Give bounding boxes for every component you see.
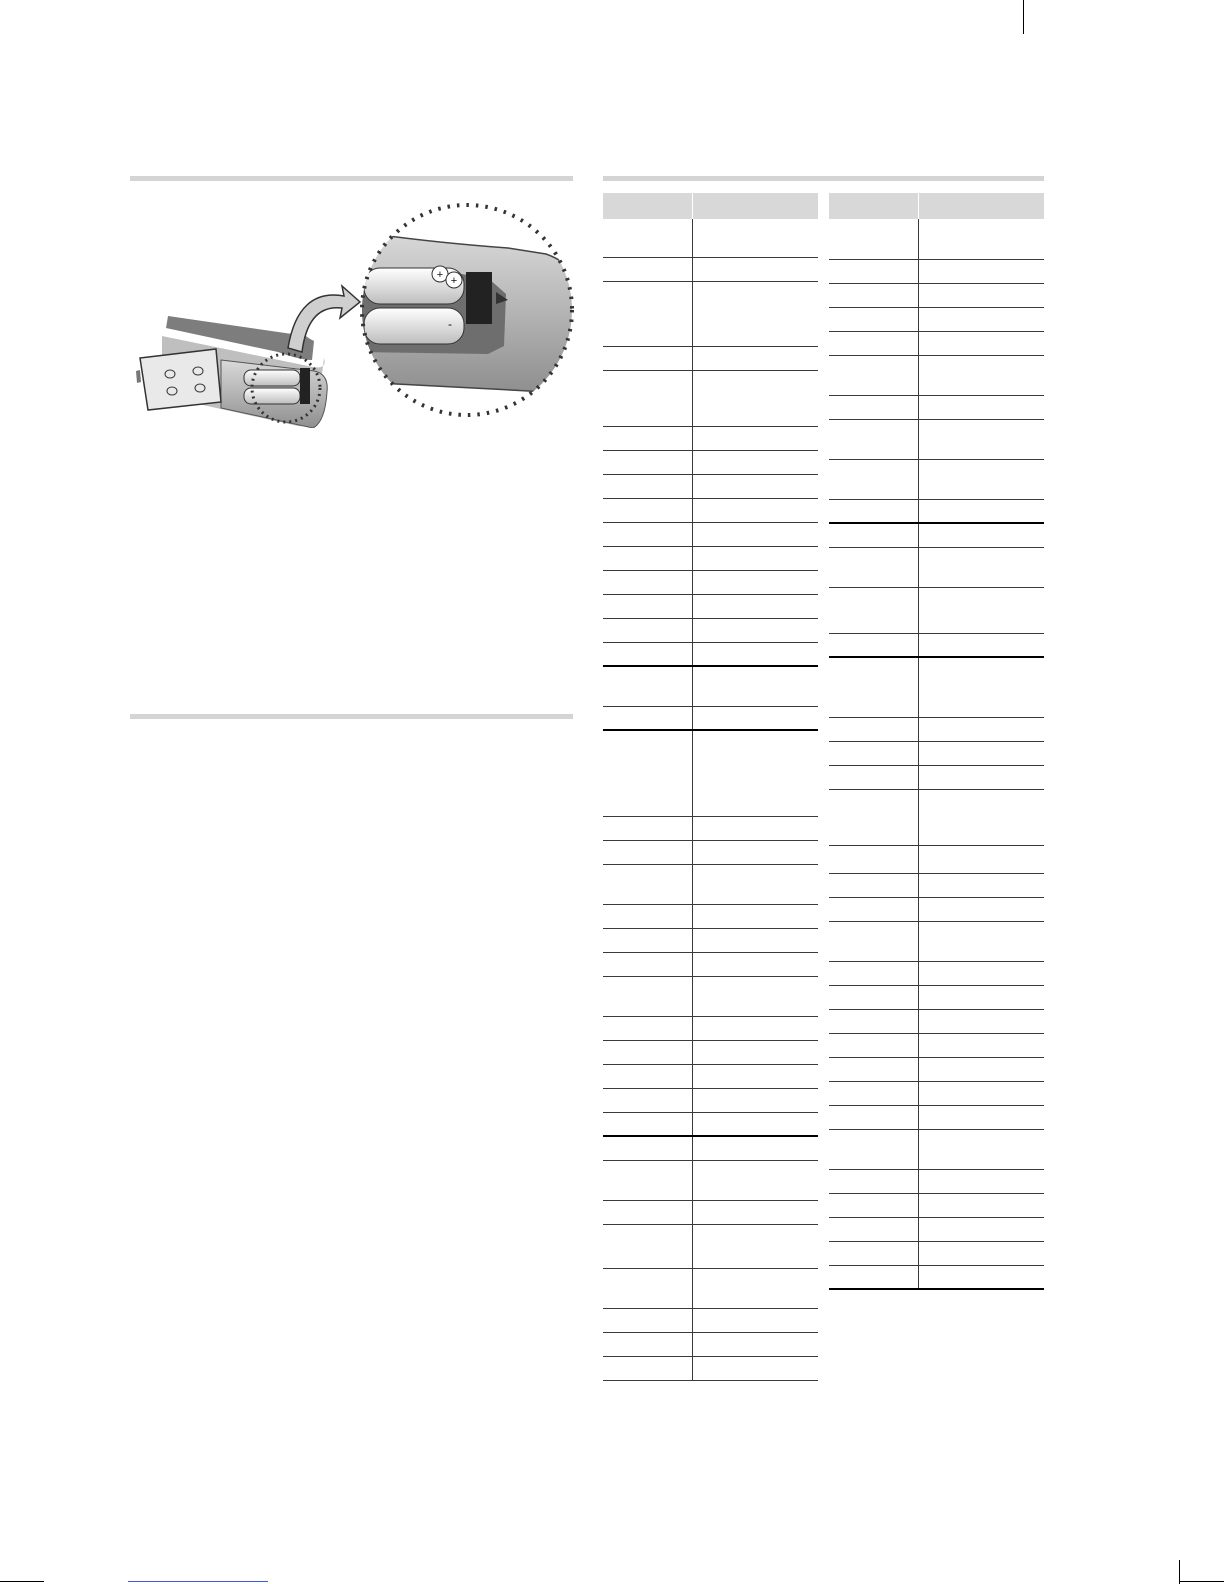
table-row	[829, 1217, 1044, 1241]
table-cell	[603, 257, 692, 281]
polarity-plus-label-2: +	[450, 275, 458, 287]
table-row	[829, 1193, 1044, 1217]
table-row	[603, 1160, 818, 1200]
table-cell	[692, 976, 818, 1016]
table-cell	[603, 1136, 692, 1160]
table-cell	[603, 976, 692, 1016]
table-row	[603, 1136, 818, 1160]
table-row	[829, 395, 1044, 419]
table-cell	[692, 904, 818, 928]
table-row	[603, 976, 818, 1016]
table-cell	[692, 370, 818, 426]
table-cell	[829, 1193, 918, 1217]
table-cell	[692, 1064, 818, 1088]
table-cell	[918, 657, 1044, 717]
table-cell	[918, 419, 1044, 459]
table-row	[603, 1016, 818, 1040]
table-cell	[829, 283, 918, 307]
table-row	[603, 1088, 818, 1112]
table-cell	[692, 219, 818, 257]
table-cell	[603, 1356, 692, 1380]
table-row	[603, 594, 818, 618]
code-table-right	[829, 193, 1044, 1290]
table-header-cell	[918, 193, 1044, 219]
table-cell	[692, 1308, 818, 1332]
table-row	[603, 1200, 818, 1224]
table-cell	[603, 1308, 692, 1332]
table-row	[829, 657, 1044, 717]
table-row	[829, 741, 1044, 765]
battery-cover	[136, 349, 221, 410]
table-row	[829, 961, 1044, 985]
table-cell	[918, 1057, 1044, 1081]
table-row	[603, 642, 818, 666]
table-row	[829, 1033, 1044, 1057]
table-row	[829, 1129, 1044, 1169]
table-row	[603, 346, 818, 370]
table-row	[829, 1169, 1044, 1193]
table-cell	[692, 952, 818, 976]
table-cell	[918, 1009, 1044, 1033]
table-cell	[918, 1169, 1044, 1193]
table-row	[829, 1265, 1044, 1289]
section-rule-lower-left	[130, 714, 573, 719]
table-cell	[692, 1268, 818, 1308]
table-cell	[829, 897, 918, 921]
table-cell	[829, 633, 918, 657]
table-cell	[603, 1064, 692, 1088]
table-row	[603, 370, 818, 426]
table-row	[603, 450, 818, 474]
table-row	[603, 1064, 818, 1088]
table-cell	[692, 1200, 818, 1224]
table-row	[829, 789, 1044, 845]
table-cell	[918, 395, 1044, 419]
table-cell	[692, 864, 818, 904]
table-cell	[603, 546, 692, 570]
table-cell	[603, 1200, 692, 1224]
table-cell	[918, 1265, 1044, 1289]
table-row	[829, 259, 1044, 283]
table-cell	[918, 1105, 1044, 1129]
table-cell	[603, 370, 692, 426]
table-row	[603, 281, 818, 346]
table-row	[603, 426, 818, 450]
table-cell	[603, 498, 692, 522]
table-row	[603, 1308, 818, 1332]
table-cell	[918, 1033, 1044, 1057]
table-cell	[829, 1169, 918, 1193]
table-cell	[918, 1217, 1044, 1241]
table-cell	[918, 765, 1044, 789]
table-cell	[918, 523, 1044, 547]
table-cell	[603, 730, 692, 816]
table-cell	[603, 426, 692, 450]
table-cell	[829, 1105, 918, 1129]
table-cell	[603, 594, 692, 618]
table-cell	[918, 499, 1044, 523]
table-cell	[603, 618, 692, 642]
table-row	[603, 1040, 818, 1064]
table-cell	[692, 522, 818, 546]
table-cell	[829, 459, 918, 499]
table-cell	[603, 816, 692, 840]
table-cell	[603, 522, 692, 546]
table-cell	[603, 281, 692, 346]
table-cell	[829, 1241, 918, 1265]
polarity-minus-label: -	[448, 317, 452, 331]
table-cell	[918, 789, 1044, 845]
table-cell	[829, 219, 918, 259]
table-cell	[918, 741, 1044, 765]
table-row	[603, 1224, 818, 1268]
table-row	[603, 219, 818, 257]
table-row	[829, 985, 1044, 1009]
table-cell	[829, 1217, 918, 1241]
table-header-cell	[692, 193, 818, 219]
table-row	[829, 1009, 1044, 1033]
table-row	[829, 1241, 1044, 1265]
table-cell	[692, 546, 818, 570]
table-cell	[692, 642, 818, 666]
table-cell	[603, 1268, 692, 1308]
table-row	[829, 845, 1044, 873]
table-row	[829, 1081, 1044, 1105]
table-row	[603, 618, 818, 642]
table-row	[603, 1332, 818, 1356]
table-cell	[692, 706, 818, 730]
table-cell	[692, 928, 818, 952]
table-cell	[692, 281, 818, 346]
table-row	[829, 331, 1044, 355]
table-cell	[918, 307, 1044, 331]
table-cell	[603, 1112, 692, 1136]
table-row	[829, 1105, 1044, 1129]
table-cell	[918, 1193, 1044, 1217]
table-cell	[829, 1009, 918, 1033]
table-cell	[829, 259, 918, 283]
polarity-plus-label: +	[436, 269, 444, 281]
table-cell	[918, 985, 1044, 1009]
table-cell	[692, 816, 818, 840]
table-cell	[603, 642, 692, 666]
table-row	[603, 498, 818, 522]
table-row	[829, 419, 1044, 459]
table-cell	[918, 283, 1044, 307]
table-cell	[603, 1224, 692, 1268]
table-cell	[603, 666, 692, 706]
table-cell	[918, 587, 1044, 633]
table-cell	[603, 450, 692, 474]
table-row	[603, 1356, 818, 1380]
table-cell	[603, 1332, 692, 1356]
table-row	[829, 587, 1044, 633]
table-cell	[829, 921, 918, 961]
table-cell	[603, 904, 692, 928]
table-cell	[918, 1241, 1044, 1265]
table-row	[603, 666, 818, 706]
table-cell	[692, 450, 818, 474]
table-row	[829, 1057, 1044, 1081]
table-header-cell	[829, 193, 918, 219]
table-cell	[829, 657, 918, 717]
table-cell	[829, 717, 918, 741]
table-cell	[829, 985, 918, 1009]
table-cell	[692, 498, 818, 522]
table-cell	[603, 570, 692, 594]
table-header-row	[603, 193, 818, 219]
table-cell	[918, 219, 1044, 259]
table-cell	[829, 1057, 918, 1081]
table-cell	[829, 419, 918, 459]
table-row	[603, 706, 818, 730]
table-cell	[829, 355, 918, 395]
table-cell	[829, 523, 918, 547]
table-cell	[692, 618, 818, 642]
table-row	[603, 928, 818, 952]
table-cell	[692, 1356, 818, 1380]
table-cell	[829, 873, 918, 897]
table-row	[603, 840, 818, 864]
table-cell	[692, 1160, 818, 1200]
table-cell	[918, 259, 1044, 283]
table-cell	[692, 1016, 818, 1040]
zoom-arrow-icon	[288, 286, 360, 352]
table-row	[829, 717, 1044, 741]
table-row	[829, 873, 1044, 897]
table-row	[603, 952, 818, 976]
table-row	[829, 765, 1044, 789]
table-row	[603, 864, 818, 904]
table-row	[829, 523, 1044, 547]
table-cell	[829, 1129, 918, 1169]
table-row	[829, 547, 1044, 587]
table-cell	[829, 765, 918, 789]
table-cell	[603, 1040, 692, 1064]
table-cell	[603, 219, 692, 257]
table-cell	[918, 717, 1044, 741]
table-cell	[918, 1129, 1044, 1169]
table-row	[603, 816, 818, 840]
table-header-cell	[603, 193, 692, 219]
footer-link-underline[interactable]	[128, 1581, 268, 1582]
table-row	[829, 921, 1044, 961]
table-cell	[918, 1081, 1044, 1105]
table-row	[603, 570, 818, 594]
crop-mark-top	[1023, 0, 1024, 34]
table-cell	[692, 840, 818, 864]
crop-mark-bottom-right	[1180, 1581, 1224, 1582]
table-row	[603, 730, 818, 816]
table-cell	[829, 395, 918, 419]
table-cell	[918, 355, 1044, 395]
table-cell	[603, 346, 692, 370]
table-cell	[829, 587, 918, 633]
table-cell	[918, 897, 1044, 921]
table-cell	[829, 741, 918, 765]
crop-mark-bottom-vertical	[1179, 1560, 1180, 1584]
table-cell	[829, 307, 918, 331]
table-cell	[603, 864, 692, 904]
table-cell	[692, 426, 818, 450]
table-cell	[692, 1040, 818, 1064]
zoomed-battery-compartment	[358, 196, 580, 428]
table-cell	[692, 1332, 818, 1356]
table-row	[603, 257, 818, 281]
table-cell	[692, 570, 818, 594]
table-cell	[918, 921, 1044, 961]
battery-installation-illustration	[128, 196, 580, 428]
table-cell	[829, 499, 918, 523]
table-cell	[692, 730, 818, 816]
table-cell	[692, 1224, 818, 1268]
table-header-row	[829, 193, 1044, 219]
table-cell	[918, 845, 1044, 873]
table-cell	[918, 961, 1044, 985]
table-cell	[603, 952, 692, 976]
table-cell	[603, 1016, 692, 1040]
table-cell	[692, 1136, 818, 1160]
section-rule-battery	[130, 176, 573, 181]
table-row	[829, 459, 1044, 499]
table-cell	[829, 961, 918, 985]
table-cell	[603, 928, 692, 952]
table-cell	[603, 1160, 692, 1200]
table-cell	[829, 331, 918, 355]
table-cell	[603, 1088, 692, 1112]
table-cell	[829, 789, 918, 845]
table-row	[829, 283, 1044, 307]
table-cell	[829, 1033, 918, 1057]
table-cell	[692, 594, 818, 618]
table-row	[829, 219, 1044, 259]
table-cell	[918, 633, 1044, 657]
table-cell	[918, 331, 1044, 355]
table-cell	[829, 845, 918, 873]
table-row	[829, 499, 1044, 523]
table-row	[829, 633, 1044, 657]
table-cell	[918, 547, 1044, 587]
table-row	[603, 522, 818, 546]
table-cell	[603, 474, 692, 498]
table-cell	[829, 547, 918, 587]
table-cell	[692, 257, 818, 281]
table-cell	[918, 459, 1044, 499]
table-cell	[603, 840, 692, 864]
table-cell	[829, 1081, 918, 1105]
crop-mark-bottom-left	[0, 1581, 44, 1582]
table-cell	[918, 873, 1044, 897]
table-row	[603, 546, 818, 570]
code-table-left	[603, 193, 818, 1381]
table-cell	[692, 1088, 818, 1112]
section-rule-codes	[603, 176, 1044, 181]
table-row	[603, 1268, 818, 1308]
table-row	[829, 355, 1044, 395]
table-row	[829, 307, 1044, 331]
table-row	[603, 1112, 818, 1136]
table-cell	[692, 666, 818, 706]
table-cell	[692, 346, 818, 370]
table-cell	[692, 474, 818, 498]
table-row	[603, 904, 818, 928]
table-cell	[829, 1265, 918, 1289]
table-row	[829, 897, 1044, 921]
table-cell	[692, 1112, 818, 1136]
table-row	[603, 474, 818, 498]
table-cell	[603, 706, 692, 730]
